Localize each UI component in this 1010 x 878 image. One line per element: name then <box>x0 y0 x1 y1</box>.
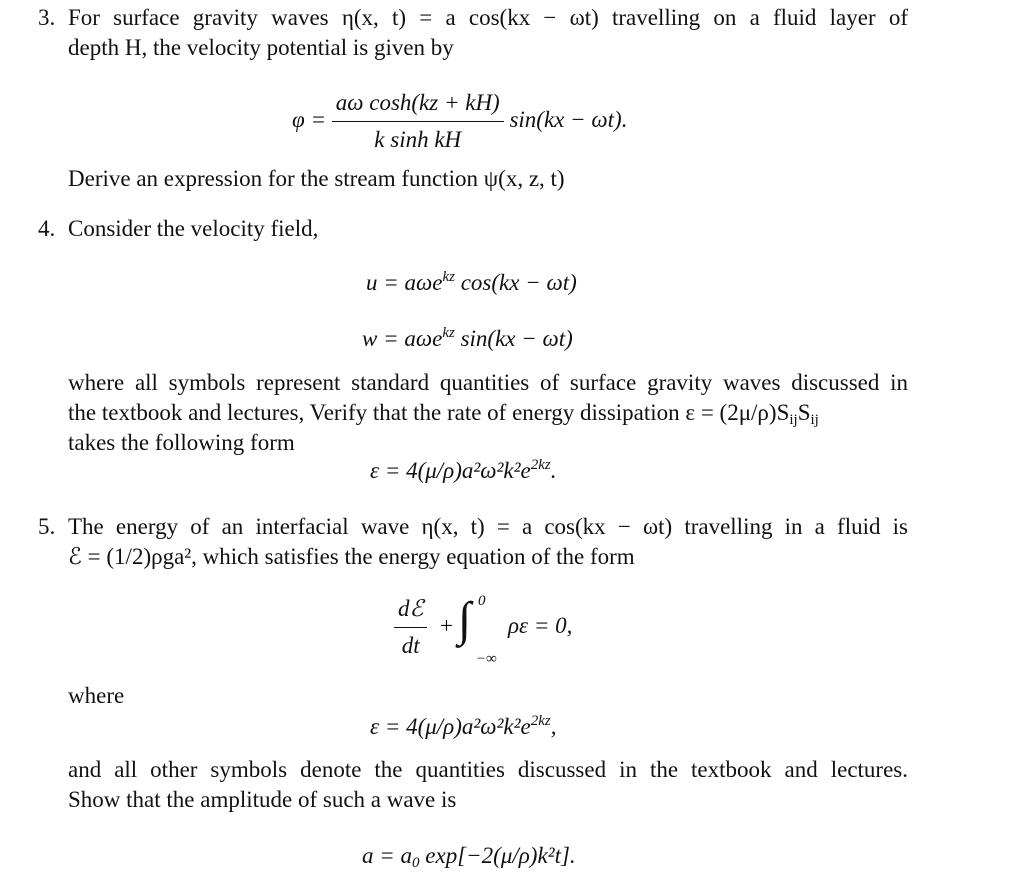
energy-derivative <box>394 594 427 661</box>
integrand: ρε = 0, <box>508 613 573 638</box>
equation-fraction <box>332 88 504 155</box>
fraction-denominator: dt <box>401 633 420 658</box>
amplitude-equation: $a = a_0$ exp[−2(μ/ρ)k²t]. <box>362 843 576 871</box>
exponent: kz <box>442 269 455 285</box>
dissipation-equation: $\varepsilon = 4(\mu/\rho)a^2\omega^2k^2e^{2kz}$, <box>370 713 557 739</box>
problem-text-line: and all other symbols denote the quantities discussed in the textbook and lectures. <box>68 757 908 782</box>
problem-text-line: depth H, the velocity potential is given by <box>68 35 454 60</box>
problem-number: 4. <box>38 216 56 241</box>
velocity-potential-equation <box>292 88 627 155</box>
exponent: kz <box>442 325 455 341</box>
fraction-denominator: k sinh kH <box>374 127 462 152</box>
equation-lhs: φ = <box>292 106 326 132</box>
exponent: 2kz <box>530 713 551 729</box>
integral-sign: ∫ <box>458 593 472 646</box>
plus-sign: + <box>440 613 453 638</box>
integral-upper-limit: 0 <box>478 593 486 609</box>
problem-text-line: where all symbols represent standard quantities of surface gravity waves discussed in <box>68 370 908 395</box>
problem-text-line: Show that the amplitude of such a wave is <box>68 787 457 812</box>
problem-text-line: where <box>68 683 125 708</box>
equation-rhs: sin(kx − ωt) <box>454 326 573 351</box>
equation-lhs: w = aωe <box>362 326 443 351</box>
problem-text-line: ℰ = (1/2)ρga², which satisfies the energy equation of the form <box>68 544 635 569</box>
problem-text-line: the textbook and lectures, Verify that the rate of energy dissipation $\varepsilon = (2\mu/\rho)S_{ij}S_{ij}$ <box>68 400 819 428</box>
problem-number: 3. <box>38 5 56 30</box>
problem-text-line: For surface gravity waves η(x, t) = a cos(kx − ωt) travelling on a fluid layer of <box>68 5 908 30</box>
fraction-numerator: dℰ <box>394 594 427 628</box>
problem-text-line: Consider the velocity field, <box>68 216 319 241</box>
equation-lhs: u = aωe <box>366 270 443 295</box>
problem-text-line: takes the following form <box>68 430 295 455</box>
problem-text-line: Derive an expression for the stream function ψ(x, z, t) <box>68 166 565 191</box>
velocity-u-equation <box>366 268 577 298</box>
problem-text-line: The energy of an interfacial wave η(x, t) = a cos(kx − ωt) travelling in a fluid is <box>68 514 908 539</box>
problem-number: 5. <box>38 514 56 539</box>
fraction-numerator: aω cosh(kz + kH) <box>332 88 504 122</box>
equation-fraction <box>394 594 427 661</box>
dissipation-equation: $\varepsilon = 4(\mu/\rho)a^2\omega^2k^2e^{2kz}$. <box>370 457 557 483</box>
equation-rhs: cos(kx − ωt) <box>454 270 577 295</box>
integral-lower-limit: −∞ <box>476 651 497 667</box>
velocity-w-equation <box>362 324 573 354</box>
subscript: 0 <box>412 855 420 871</box>
exponent: 2kz <box>530 457 551 473</box>
equation-rhs: sin(kx − ωt). <box>509 106 628 132</box>
